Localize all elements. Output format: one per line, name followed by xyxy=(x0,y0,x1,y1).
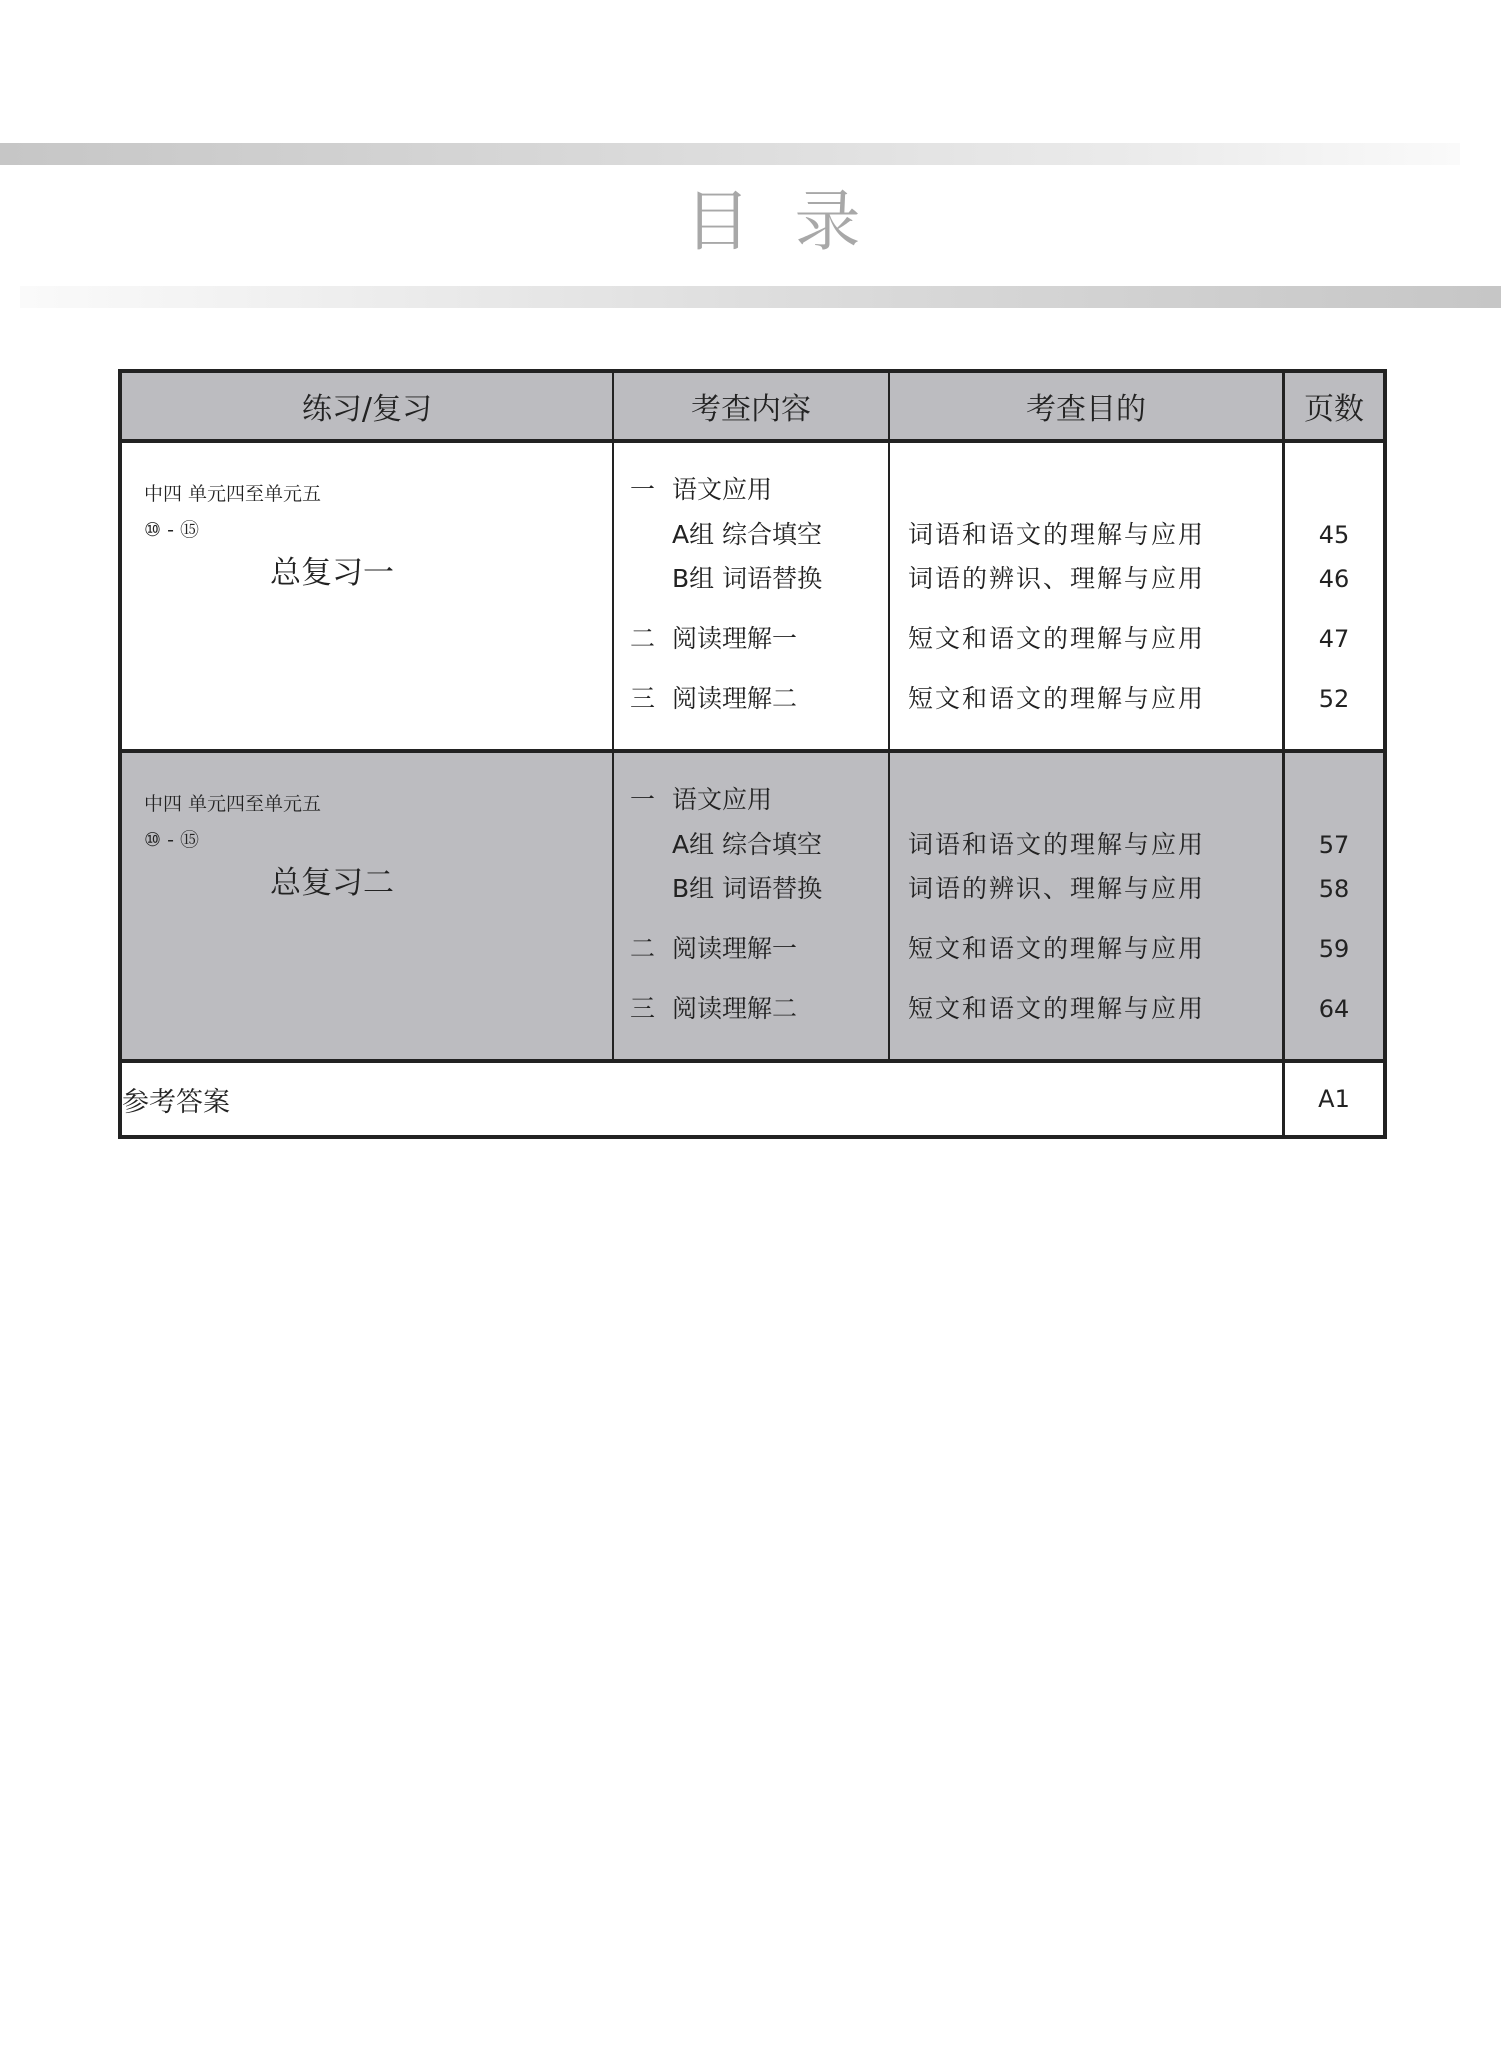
content-item[interactable]: 三 阅读理解二 xyxy=(630,684,798,713)
purpose-text: 短文和语文的理解与应用 xyxy=(908,684,1206,713)
page-number[interactable]: 64 xyxy=(1318,995,1350,1023)
purpose-text: 词语和语文的理解与应用 xyxy=(908,520,1206,549)
units-label: 中四 单元四至单元五 xyxy=(144,483,322,505)
table-header-row xyxy=(120,371,1385,441)
section-row-review-2 xyxy=(120,751,1385,1061)
units-label: 中四 单元四至单元五 xyxy=(144,793,322,815)
purpose-text: 词语的辨识、理解与应用 xyxy=(908,564,1206,593)
content-item[interactable]: 二 阅读理解一 xyxy=(630,624,798,653)
content-item[interactable]: 二 阅读理解一 xyxy=(630,934,798,963)
purpose-text: 词语的辨识、理解与应用 xyxy=(908,874,1206,903)
page-number[interactable]: 58 xyxy=(1318,875,1350,903)
purpose-text: 短文和语文的理解与应用 xyxy=(908,994,1206,1023)
content-item[interactable]: 一 语文应用 xyxy=(630,475,773,504)
column-header-purpose: 考查目的 xyxy=(889,371,1284,441)
lesson-range: ⑩ - ⑮ xyxy=(144,519,199,541)
decorative-band-top xyxy=(0,143,1460,165)
page-number[interactable]: 57 xyxy=(1318,831,1350,859)
answer-key-row xyxy=(120,1061,1385,1137)
content-item[interactable]: B组 词语替换 xyxy=(672,874,823,903)
decorative-band-bottom xyxy=(20,286,1501,308)
practice-cell xyxy=(120,441,613,751)
answer-key-label[interactable]: 参考答案 xyxy=(120,1061,1284,1137)
content-item[interactable]: 一 语文应用 xyxy=(630,785,773,814)
content-item[interactable]: B组 词语替换 xyxy=(672,564,823,593)
section-row-review-1 xyxy=(120,441,1385,751)
column-header-page: 页数 xyxy=(1284,371,1386,441)
page-number[interactable]: 45 xyxy=(1318,521,1350,549)
practice-cell xyxy=(120,751,613,1061)
content-cell xyxy=(613,751,889,1061)
page-number[interactable]: 52 xyxy=(1318,685,1350,713)
page-number[interactable]: 59 xyxy=(1318,935,1350,963)
purpose-text: 词语和语文的理解与应用 xyxy=(908,830,1206,859)
lesson-range: ⑩ - ⑮ xyxy=(144,829,199,851)
content-item[interactable]: A组 综合填空 xyxy=(672,520,823,549)
purpose-cell xyxy=(889,751,1284,1061)
page-cell xyxy=(1284,751,1386,1061)
content-item[interactable]: A组 综合填空 xyxy=(672,830,823,859)
purpose-text: 短文和语文的理解与应用 xyxy=(908,934,1206,963)
content-cell xyxy=(613,441,889,751)
content-item[interactable]: 三 阅读理解二 xyxy=(630,994,798,1023)
page-title: 目录 xyxy=(684,183,905,260)
answer-key-page[interactable]: A1 xyxy=(1284,1061,1386,1137)
page-number[interactable]: 46 xyxy=(1318,565,1350,593)
page-cell xyxy=(1284,441,1386,751)
review-title[interactable]: 总复习二 xyxy=(270,865,394,901)
page-number[interactable]: 47 xyxy=(1318,625,1350,653)
table-of-contents xyxy=(118,369,1387,1139)
column-header-content: 考查内容 xyxy=(613,371,889,441)
column-header-practice: 练习/复习 xyxy=(120,371,613,441)
purpose-text: 短文和语文的理解与应用 xyxy=(908,624,1206,653)
review-title[interactable]: 总复习一 xyxy=(270,555,394,591)
purpose-cell xyxy=(889,441,1284,751)
